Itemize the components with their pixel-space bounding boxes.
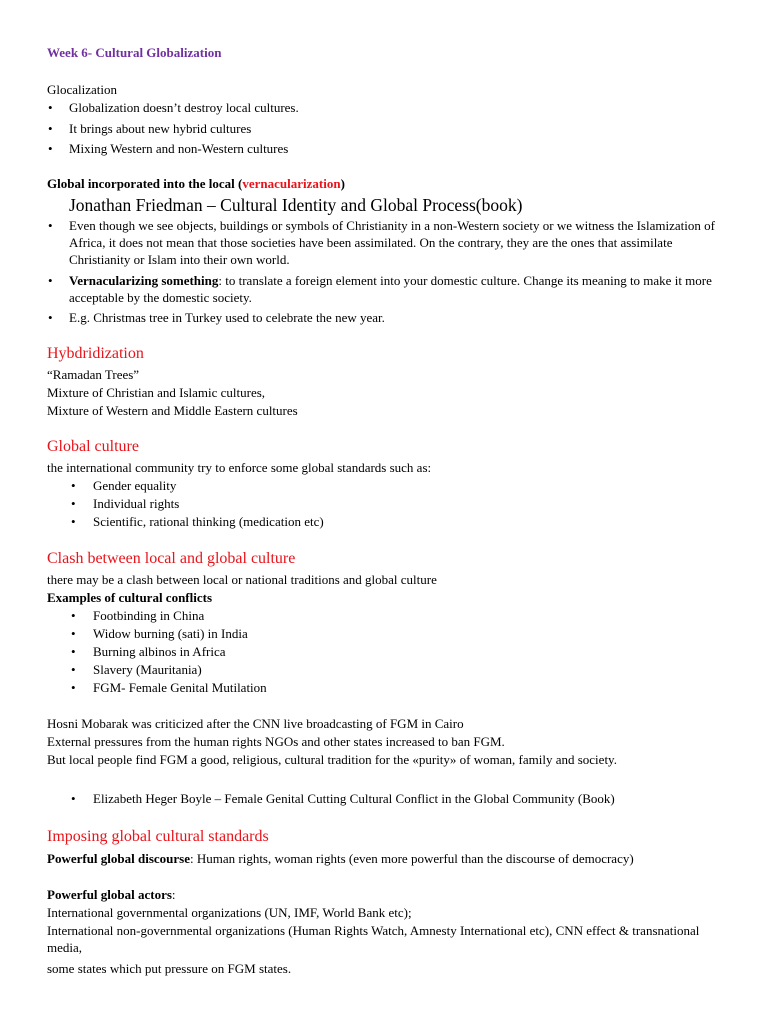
term-bold: Powerful global actors — [47, 887, 172, 902]
text-paragraph — [47, 850, 707, 867]
friedman-book-title: Jonathan Friedman – Cultural Identity and Global Process(book) — [69, 195, 523, 215]
list-item: E.g. Christmas tree in Turkey used to celebrate the new year. — [69, 310, 385, 325]
bullet-icon: • — [48, 310, 53, 325]
heading-suffix: ) — [340, 176, 345, 191]
examples-subheading: Examples of cultural conflicts — [47, 590, 213, 605]
bullet-icon: • — [71, 626, 76, 641]
list-item: Globalization doesn’t destroy local cultures. — [69, 100, 299, 115]
hybridization-heading: Hybdridization — [47, 345, 144, 362]
text-line: the international community try to enforce some global standards such as: — [47, 460, 432, 475]
list-item: FGM- Female Genital Mutilation — [93, 680, 267, 695]
heading-prefix: Global incorporated into the local ( — [47, 176, 243, 191]
vernacularization-heading — [47, 175, 345, 192]
list-item: Even though we see objects, buildings or symbols of Christianity in a non-Western society or we witness the Islamization of Africa, it does not mean that those societies have been assimilated. On the contrary, they are the ones that assimilate Christianity or Islam into their own world. — [69, 218, 715, 267]
text-line: External pressures from the human rights NGOs and other states increased to ban FGM. — [47, 734, 505, 749]
list-item: Individual rights — [93, 496, 180, 511]
bullet-icon: • — [71, 478, 76, 493]
text-line: International governmental organizations (UN, IMF, World Bank etc); — [47, 905, 412, 920]
list-item: Slavery (Mauritania) — [93, 662, 202, 677]
global-culture-heading: Global culture — [47, 438, 139, 455]
text-paragraph: But local people find FGM a good, religious, cultural tradition for the «purity» of woman, family and society. — [47, 752, 617, 767]
text-line: some states which put pressure on FGM states. — [47, 961, 292, 976]
bullet-icon: • — [71, 608, 76, 623]
heading-highlight: vernacularization — [242, 176, 341, 191]
list-item: Gender equality — [93, 478, 177, 493]
text-line: Hosni Mobarak was criticized after the CNN live broadcasting of FGM in Cairo — [47, 716, 464, 731]
bullet-icon: • — [71, 514, 76, 529]
week-title: Week 6- Cultural Globalization — [47, 45, 222, 60]
list-item: Mixing Western and non-Western cultures — [69, 141, 289, 156]
bullet-icon: • — [48, 273, 53, 288]
list-item: Widow burning (sati) in India — [93, 626, 248, 641]
list-item: It brings about new hybrid cultures — [69, 121, 252, 136]
text-line: there may be a clash between local or national traditions and global culture — [47, 572, 437, 587]
text-line: “Ramadan Trees” — [47, 367, 140, 382]
term-bold: Vernacularizing something — [69, 273, 219, 288]
bullet-icon: • — [48, 121, 53, 136]
term-definition: : Human rights, woman rights (even more powerful than the discourse of democracy) — [190, 851, 634, 866]
bullet-icon: • — [71, 662, 76, 677]
bullet-icon: • — [71, 644, 76, 659]
bullet-icon: • — [48, 100, 53, 115]
imposing-heading: Imposing global cultural standards — [47, 828, 269, 845]
list-item: Scientific, rational thinking (medication etc) — [93, 514, 324, 529]
list-item: Burning albinos in Africa — [93, 644, 226, 659]
text-line: Mixture of Western and Middle Eastern cultures — [47, 403, 298, 418]
term-bold: Powerful global discourse — [47, 851, 190, 866]
text-line — [47, 886, 176, 903]
text-line: Mixture of Christian and Islamic cultures, — [47, 385, 266, 400]
book-reference: Elizabeth Heger Boyle – Female Genital Cutting Cultural Conflict in the Global Community (Book) — [93, 791, 615, 806]
term-definition: : to translate a foreign element into your domestic culture. Change its meaning to make it more acceptable by the domestic society. — [69, 273, 712, 305]
bullet-icon: • — [48, 141, 53, 156]
bullet-icon: • — [71, 680, 76, 695]
term-definition: : — [171, 887, 176, 902]
text-paragraph: International non-governmental organizations (Human Rights Watch, Amnesty International etc), CNN effect & transnational media, — [47, 923, 700, 955]
bullet-icon: • — [71, 791, 76, 806]
clash-heading: Clash between local and global culture — [47, 550, 296, 567]
glocalization-heading: Glocalization — [47, 82, 118, 97]
list-item — [69, 272, 734, 306]
list-item: Footbinding in China — [93, 608, 205, 623]
bullet-icon: • — [71, 496, 76, 511]
bullet-icon: • — [48, 218, 53, 233]
